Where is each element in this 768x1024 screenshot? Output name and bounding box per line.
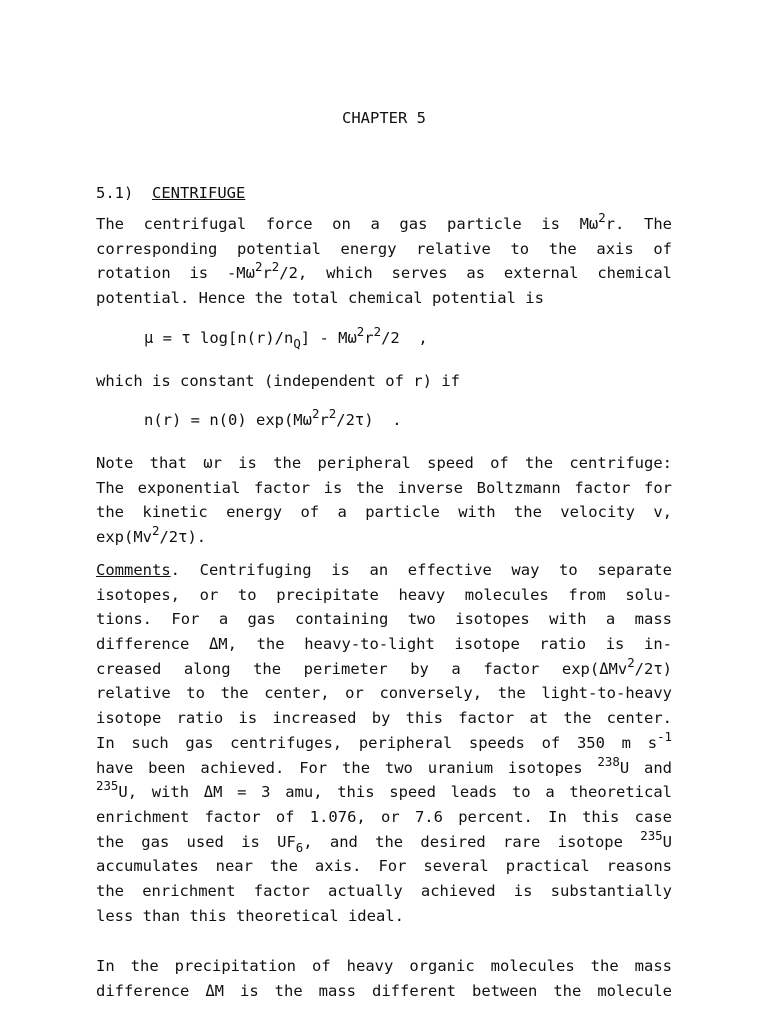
text-line: isotopes, or to precipitate heavy molecules from solu-	[96, 585, 672, 604]
text-line: difference ΔM, the heavy-to-light isotope ratio is in-	[96, 635, 672, 654]
chapter-title: CHAPTER 5	[342, 109, 426, 127]
text-line: accumulates near the axis. For several practical reasons	[96, 857, 672, 876]
text-line: the enrichment factor actually achieved is substantially	[96, 881, 672, 900]
comments-label: Comments	[96, 561, 171, 579]
text-line: have been achieved. For the two uranium isotopes $^{238}$U and	[96, 753, 672, 777]
text-line: $^{235}$U, with ΔM = 3 amu, this speed leads to a theoretical	[96, 778, 672, 802]
text-line: In such gas centrifuges, peripheral speeds of 350 m $s^{-1}$	[96, 729, 672, 752]
text-line: the gas used is $UF_6$, and the desired rare isotope $^{235}$U	[96, 827, 672, 855]
comments-paragraph	[96, 558, 672, 928]
text-line: isotope ratio is increased by this factor at the center.	[96, 709, 672, 728]
section-number: 5.1)	[96, 184, 134, 202]
text-line: The exponential factor is the inverse Boltzmann factor for	[96, 478, 672, 497]
section-heading	[96, 184, 245, 202]
text-line: difference ΔM is the mass different between the molecule	[96, 981, 672, 1000]
text-line: exp(Mv$^2$/2τ).	[96, 523, 207, 547]
text-line: the kinetic energy of a particle with the velocity v,	[96, 503, 672, 522]
text-line: Comments. Centrifuging is an effective way to separate	[96, 561, 672, 579]
text-line: creased along the perimeter by a factor exp(ΔMv$^2$/2τ)	[96, 654, 672, 678]
text-line: less than this theoretical ideal.	[96, 906, 404, 925]
text-line: Note that ωr is the peripheral speed of the centrifuge:	[96, 454, 672, 472]
text-line: The centrifugal force on a gas particle is $M\omega^2r$. The	[96, 210, 672, 233]
intro-paragraph	[96, 212, 672, 311]
text-line: corresponding potential energy relative to the axis of	[96, 239, 672, 258]
text-line: tions. For a gas containing two isotopes with a mass	[96, 610, 672, 629]
chemical-potential-equation: μ = τ $\log[n(r)/n_Q] - M\omega^2r^2/2$ ,	[144, 324, 428, 351]
note-paragraph	[96, 451, 672, 550]
text-line: rotation is $-M\omega^2r^2/2$, which serves as external chemical	[96, 259, 672, 283]
density-equation: n(r) = n(0) $\exp(M\omega^2r^2/2\tau)$ .	[144, 406, 402, 429]
constant-condition-line: which is constant (independent of r) if	[96, 372, 460, 390]
text-line: potential. Hence the total chemical potential is	[96, 289, 544, 308]
precipitation-paragraph	[96, 954, 672, 1003]
section-title: CENTRIFUGE	[152, 184, 246, 202]
text-line: relative to the center, or conversely, the light-to-heavy	[96, 684, 672, 703]
text-line: In the precipitation of heavy organic molecules the mass	[96, 957, 672, 975]
text-line: enrichment factor of 1.076, or 7.6 percent. In this case	[96, 807, 672, 826]
